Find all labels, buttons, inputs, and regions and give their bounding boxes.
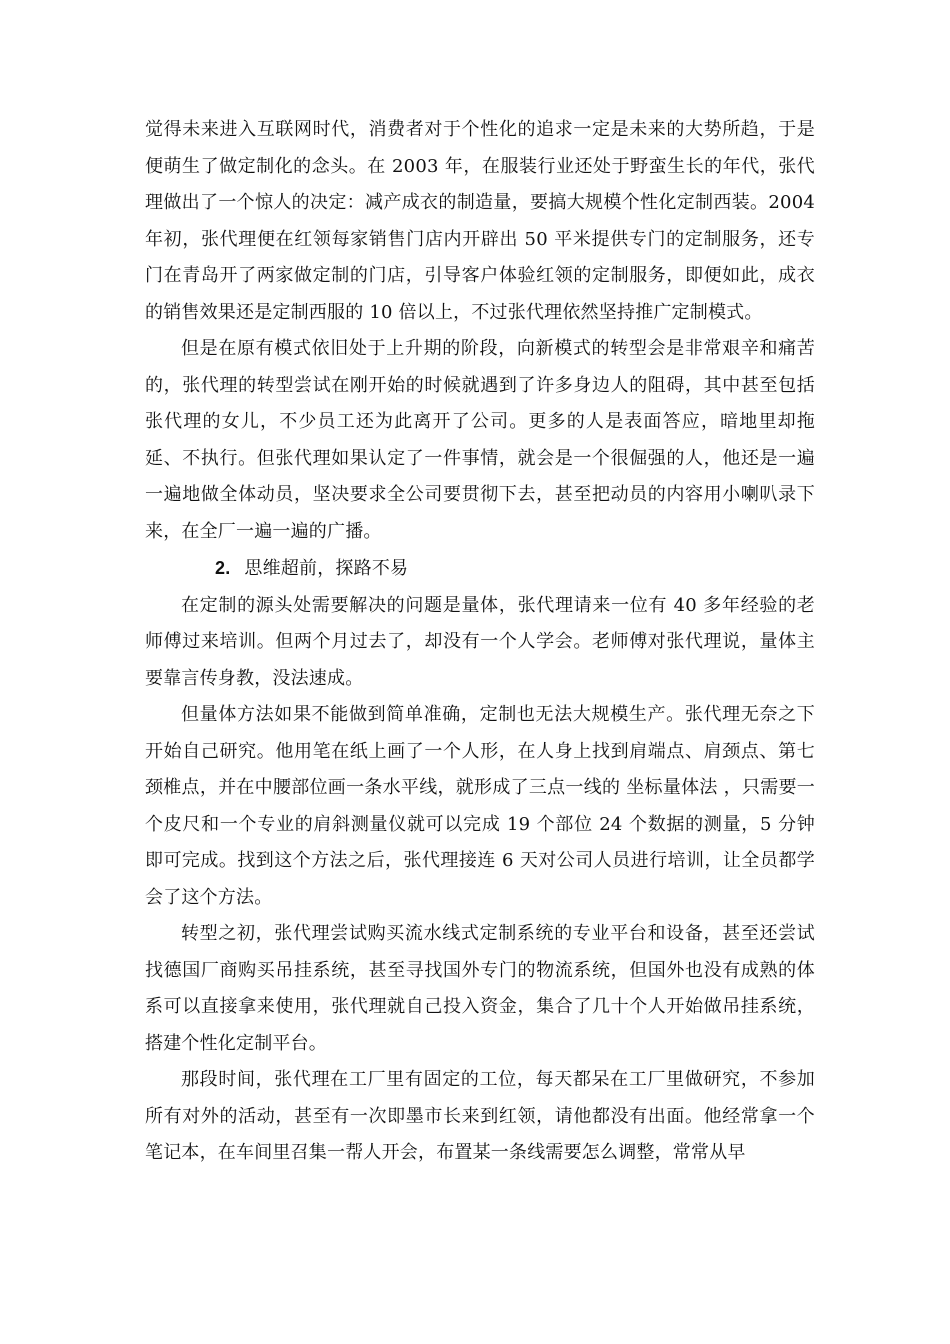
section-heading-number: 2. [215, 558, 231, 578]
document-page [145, 112, 815, 1172]
section-heading [145, 550, 815, 588]
paragraph-continuation: 觉得未来进入互联网时代，消费者对于个性化的追求一定是未来的大势所趋，于是便萌生了做定制化的念头。在 2003 年，在服装行业还处于野蛮生长的年代，张代理做出了一个惊人的决定：减产成衣的制造量，要搞大规模个性化定制西装。2004 年初，张代理便在红领每家销售门店内开辟出 50 平米提供专门的定制服务，还专门在青岛开了两家做定制的门店，引导客户体验红领的定制服务，即便如此，成衣的销售效果还是定制西服的 10 倍以上，不过张代理依然坚持推广定制模式。 [145, 119, 815, 323]
paragraph-factory-research: 那段时间，张代理在工厂里有固定的工位，每天都呆在工厂里做研究，不参加所有对外的活动，甚至有一次即墨市长来到红领，请他都没有出面。他经常拿一个笔记本，在车间里召集一帮人开会，布置某一条线需要怎么调整，常常从早 [145, 1069, 815, 1163]
section-heading-text: 思维超前，探路不易 [244, 558, 409, 579]
paragraph-measurement-problem: 在定制的源头处需要解决的问题是量体，张代理请来一位有 40 多年经验的老师傅过来培训。但两个月过去了，却没有一个人学会。老师傅对张代理说，量体主要靠言传身教，没法速成。 [145, 594, 815, 689]
paragraph-platform-building: 转型之初，张代理尝试购买流水线式定制系统的专业平台和设备，甚至还尝试找德国厂商购买吊挂系统，甚至寻找国外专门的物流系统，但国外也没有成熟的体系可以直接拿来使用，张代理就自己投入资金，集合了几十个人开始做吊挂系统，搭建个性化定制平台。 [145, 923, 815, 1054]
paragraph-transition-difficulty: 但是在原有模式依旧处于上升期的阶段，向新模式的转型会是非常艰辛和痛苦的，张代理的转型尝试在刚开始的时候就遇到了许多身边人的阻碍，其中甚至包括张代理的女儿，不少员工还为此离开了公司。更多的人是表面答应，暗地里却拖延、不执行。但张代理如果认定了一件事情，就会是一个很倔强的人，他还是一遍一遍地做全体动员，坚决要求全公司要贯彻下去，甚至把动员的内容用小喇叭录下来，在全厂一遍一遍的广播。 [145, 338, 815, 542]
paragraph-coordinate-method: 但量体方法如果不能做到简单准确，定制也无法大规模生产。张代理无奈之下开始自己研究。他用笔在纸上画了一个人形，在人身上找到肩端点、肩颈点、第七颈椎点，并在中腰部位画一条水平线，就形成了三点一线的 坐标量体法 ，只需要一个皮尺和一个专业的肩斜测量仪就可以完成 19 个部位 24 个数据的测量，5 分钟即可完成。找到这个方法之后，张代理接连 6 天对公司人员进行培训，让全员都学会了这个方法。 [145, 704, 815, 908]
